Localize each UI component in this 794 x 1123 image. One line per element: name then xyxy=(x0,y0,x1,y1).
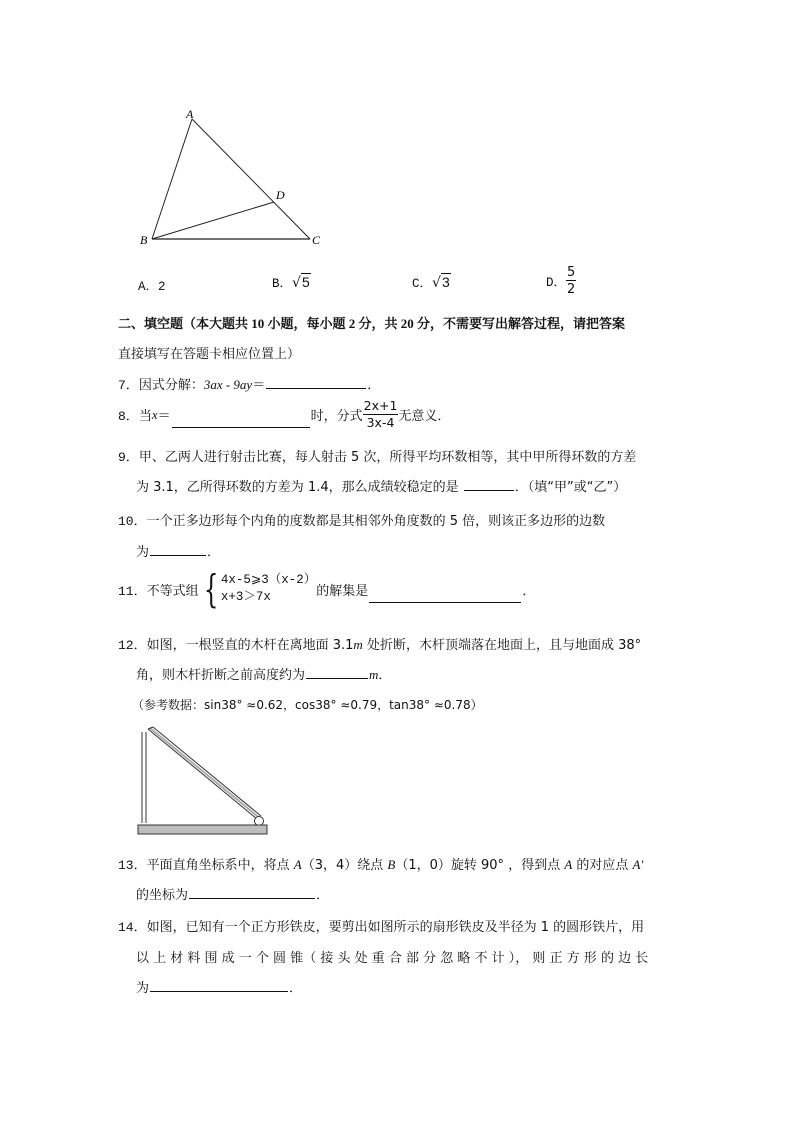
answer-blank[interactable] xyxy=(172,415,310,428)
sqrt-expression: √3 xyxy=(432,274,450,291)
question-text: 为 xyxy=(136,545,150,560)
question-text: 处折断，木杆顶端落在地面上，且与地面成 38° xyxy=(362,638,642,653)
equals-sign: ＝ xyxy=(252,378,266,393)
question-number: 7． xyxy=(118,378,139,393)
question-9-line1 xyxy=(118,446,636,465)
question-14-line2 xyxy=(136,947,648,966)
question-14-line3 xyxy=(136,977,302,996)
answer-blank[interactable] xyxy=(189,886,315,899)
broken-pole-figure xyxy=(130,720,280,840)
period: ． xyxy=(207,545,221,560)
numerator: 2x+1 xyxy=(363,398,398,413)
question-number: 14． xyxy=(118,920,147,935)
label-B: B xyxy=(140,233,148,247)
unit-m: m xyxy=(369,667,379,682)
question-13-line1 xyxy=(118,854,643,873)
option-letter: D． xyxy=(546,276,567,290)
question-text: 的对应点 xyxy=(572,858,633,873)
equals-sign: ＝ xyxy=(157,409,171,424)
question-text: 无意义． xyxy=(398,409,451,424)
answer-blank[interactable] xyxy=(369,590,521,603)
answer-blank[interactable] xyxy=(266,376,366,389)
unit-m: m xyxy=(353,637,363,652)
question-text: ．（填“甲”或“乙”） xyxy=(514,480,627,495)
question-text: 以 上 材 料 围 成 一 个 圆 锥（ 接 头 处 重 合 部 分 忽 略 不 计 ）， 则 正 方 形 的 边 长 xyxy=(136,951,649,966)
period: ． xyxy=(316,888,330,903)
section-heading-line1: 二、填空题（本大题共 10 小题，每小题 2 分，共 20 分，不需要写出解答过程，请把答案 xyxy=(118,316,626,331)
question-number: 10． xyxy=(118,514,147,529)
question-7 xyxy=(118,374,380,393)
point-A: A xyxy=(293,857,302,872)
option-letter: A． xyxy=(138,280,159,294)
math-expression: 3ax - 9ay xyxy=(203,377,253,392)
question-8 xyxy=(118,400,450,429)
option-value: 2 xyxy=(158,280,166,294)
period: ． xyxy=(367,378,381,393)
option-letter: B． xyxy=(272,277,293,291)
question-10-line2 xyxy=(136,541,220,560)
question-9-line2 xyxy=(136,476,626,495)
section-heading-line2: 直接填写在答题卡相应位置上） xyxy=(118,346,301,361)
question-text: 甲、乙两人进行射击比赛，每人射击 5 次，所得平均环数相等，其中甲所得环数的方差 xyxy=(138,450,637,465)
question-12-line2 xyxy=(136,664,391,683)
question-number: 8． xyxy=(118,409,139,424)
question-text: 为 3.1，乙所得环数的方差为 1.4，那么成绩较稳定的是 xyxy=(136,480,463,495)
triangle-figure xyxy=(130,100,340,250)
question-text: 的解集是 xyxy=(316,583,369,599)
inequality-system xyxy=(199,567,317,611)
answer-blank[interactable] xyxy=(150,543,206,556)
question-10-line1 xyxy=(118,510,605,529)
label-A: A xyxy=(186,107,194,121)
question-text: 平面直角坐标系中，将点 xyxy=(146,858,294,873)
denominator: 2 xyxy=(567,282,576,297)
answer-blank[interactable] xyxy=(464,478,514,491)
question-text: 时，分式 xyxy=(310,409,363,424)
answer-blank[interactable] xyxy=(150,979,288,992)
question-13-line2 xyxy=(136,884,329,903)
option-b xyxy=(272,273,311,291)
numerator: 5 xyxy=(567,265,576,280)
option-letter: C． xyxy=(412,277,433,291)
point-B: B xyxy=(387,857,396,872)
label-C: C xyxy=(312,233,321,247)
option-a xyxy=(138,276,166,294)
question-number: 12． xyxy=(118,638,147,653)
fraction xyxy=(363,400,399,429)
variable-x: x xyxy=(151,406,158,422)
label-D: D xyxy=(276,188,285,202)
point-A-prime: A' xyxy=(632,857,644,872)
sqrt-expression: √5 xyxy=(292,274,310,291)
period: ． xyxy=(522,583,536,599)
question-text: 如图，已知有一个正方形铁皮，要剪出如图所示的扇形铁皮及半径为 1 的圆形铁片，用 xyxy=(146,920,645,935)
fraction xyxy=(566,266,576,296)
question-text: 一个正多边形每个内角的度数都是其相邻外角度数的 5 倍，则该正多边形的边数 xyxy=(146,514,606,529)
question-11 xyxy=(118,567,536,611)
left-brace-icon: { xyxy=(203,567,218,611)
question-12-reference: （参考数据：sin38° ≈0.62，cos38° ≈0.79，tan38° ≈0.78） xyxy=(132,698,483,712)
period: ． xyxy=(378,668,392,683)
point-A: A xyxy=(564,857,573,872)
question-14-line1 xyxy=(118,916,644,935)
answer-blank[interactable] xyxy=(306,666,368,679)
denominator: 3x-4 xyxy=(366,414,395,430)
question-text: 如图，一根竖直的木杆在离地面 3.1 xyxy=(146,638,354,653)
question-number: 9． xyxy=(118,450,139,465)
question-text: 为 xyxy=(136,981,150,996)
question-12-line1 xyxy=(118,634,641,653)
question-text: 因式分解： xyxy=(138,378,204,393)
question-text: 的坐标为 xyxy=(136,888,189,903)
question-text: 不等式组 xyxy=(146,583,199,599)
option-c xyxy=(412,273,451,291)
question-text: 当 xyxy=(138,409,152,424)
radicand: 5 xyxy=(301,274,310,290)
question-text: （3，4）绕点 xyxy=(301,858,388,873)
question-text: （1，0）旋转 90° ，得到点 xyxy=(395,858,565,873)
inequality-1: 4x-5⩾3（x-2） xyxy=(220,573,317,587)
question-text: 角，则木杆折断之前高度约为 xyxy=(136,668,306,683)
inequality-2: x+3＞7x xyxy=(220,590,271,604)
radicand: 3 xyxy=(441,274,450,290)
period: ． xyxy=(289,981,303,996)
question-number: 13． xyxy=(118,858,147,873)
question-number: 11． xyxy=(118,583,147,599)
option-d xyxy=(546,266,576,296)
